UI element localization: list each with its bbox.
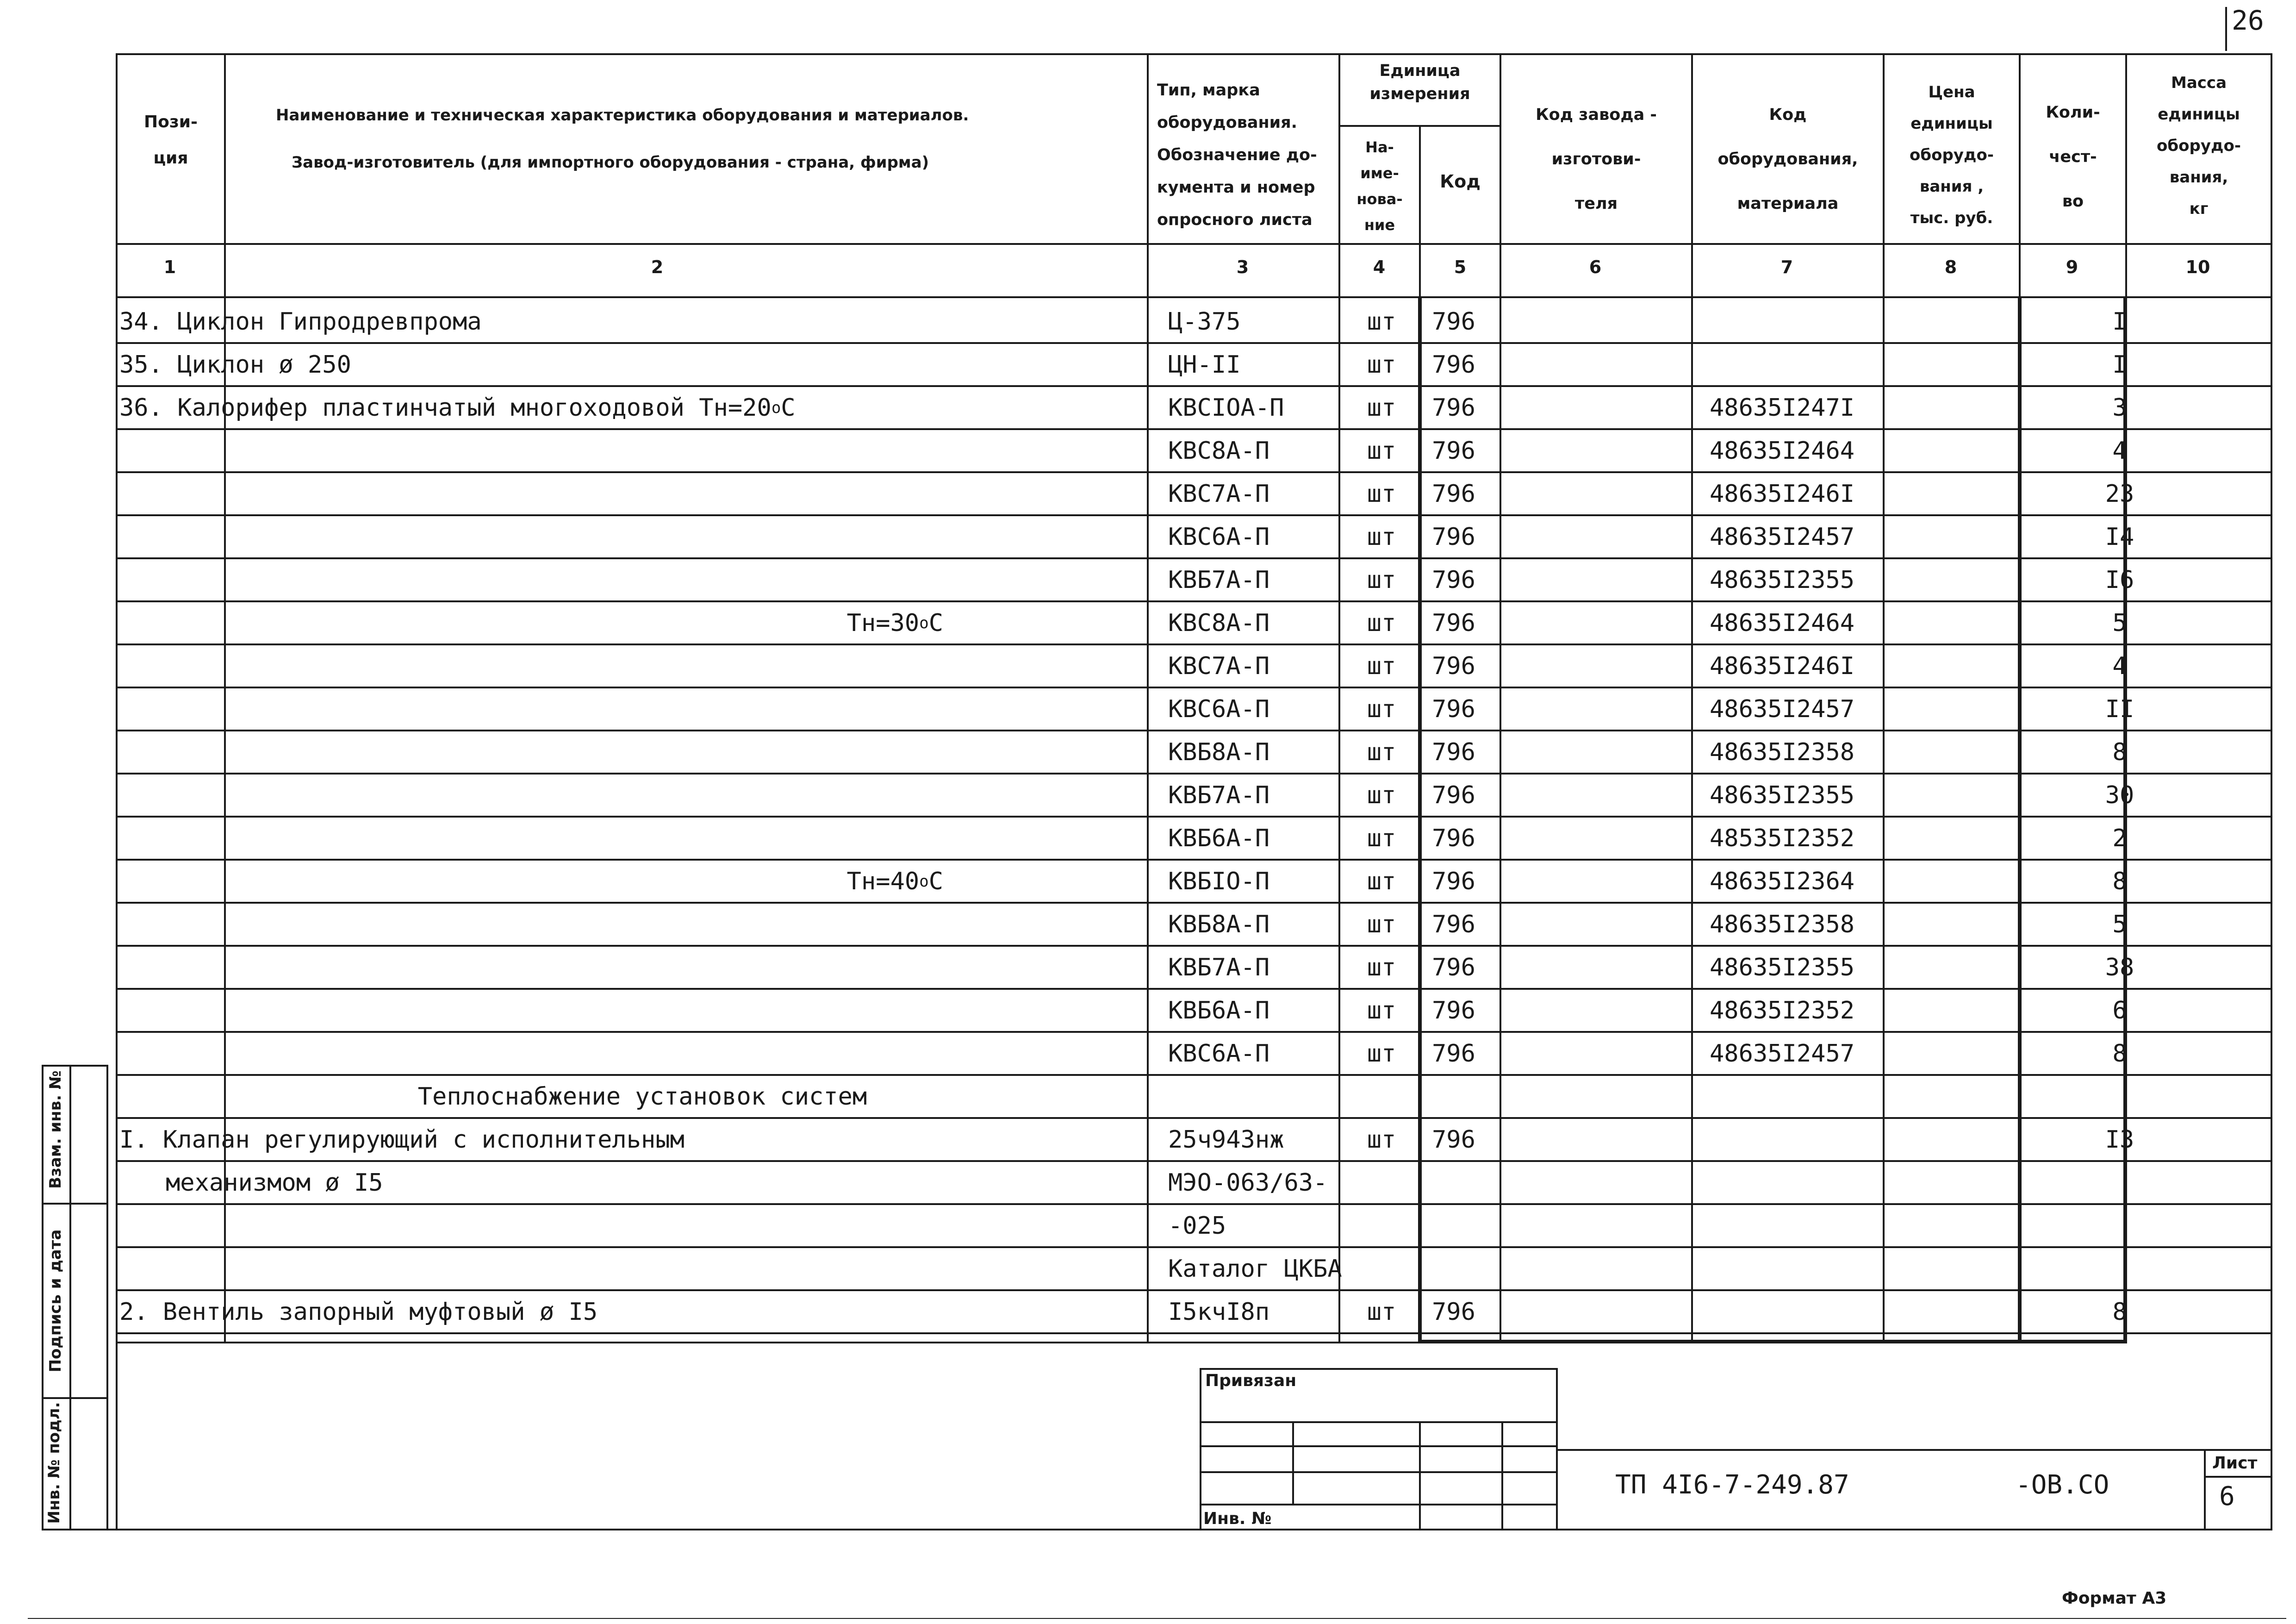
row-quantity: 38 bbox=[2105, 953, 2134, 981]
row-unit-code: 796 bbox=[1432, 1298, 1475, 1326]
stamp-inv-podl: Инв. № подл. bbox=[45, 1402, 63, 1524]
row-type: КВС6А-П bbox=[1168, 695, 1270, 723]
row-quantity: 8 bbox=[2112, 1039, 2127, 1068]
row-name: Тн=40 o C bbox=[846, 867, 943, 895]
row-type: КВБ6А-П bbox=[1168, 996, 1270, 1024]
table-row bbox=[116, 387, 2272, 430]
row-quantity: 6 bbox=[2112, 996, 2127, 1024]
row-unit: шт bbox=[1367, 996, 1396, 1024]
table-row bbox=[116, 1076, 2272, 1119]
row-unit-code: 796 bbox=[1432, 652, 1475, 680]
row-name bbox=[119, 688, 1147, 730]
privyazan-label: Привязан bbox=[1205, 1371, 1297, 1390]
row-quantity: 8 bbox=[2112, 867, 2127, 895]
row-equipment-code: 48635I246I bbox=[1710, 652, 1855, 680]
row-quantity: 8 bbox=[2112, 738, 2127, 766]
row-quantity bbox=[2069, 1162, 2171, 1203]
row-unit: шт bbox=[1367, 738, 1396, 766]
row-unit: шт bbox=[1367, 695, 1396, 723]
row-equipment-code bbox=[1699, 301, 1899, 342]
table-row bbox=[116, 688, 2272, 731]
document-suffix: -ОВ.СО bbox=[2016, 1470, 2109, 1500]
row-unit: шт bbox=[1367, 1298, 1396, 1326]
row-type: Каталог ЦКБА bbox=[1168, 1255, 1342, 1283]
row-unit-code: 796 bbox=[1432, 609, 1475, 637]
row-name: 34. Циклон Гипродревпрома bbox=[119, 307, 482, 336]
row-unit: шт bbox=[1367, 1125, 1396, 1154]
header-col7: Код оборудования, материала bbox=[1717, 106, 1858, 213]
row-equipment-code: 48635I2352 bbox=[1710, 996, 1855, 1024]
row-type: -025 bbox=[1168, 1212, 1226, 1240]
row-name bbox=[119, 904, 1147, 945]
row-quantity bbox=[2069, 1076, 2171, 1117]
row-equipment-code bbox=[1699, 1291, 1899, 1332]
row-type: КВБ8А-П bbox=[1168, 738, 1270, 766]
row-unit: шт bbox=[1367, 953, 1396, 981]
row-type: КВБ7А-П bbox=[1168, 781, 1270, 809]
row-equipment-code: 48635I247I bbox=[1710, 394, 1855, 422]
row-name bbox=[119, 731, 1147, 773]
row-unit: шт bbox=[1367, 350, 1396, 379]
header-col5: Код bbox=[1440, 171, 1481, 192]
row-quantity bbox=[2069, 1248, 2171, 1289]
inv-no-label: Инв. № bbox=[1203, 1509, 1272, 1528]
row-quantity: 2 bbox=[2112, 824, 2127, 852]
row-type: КВС8А-П bbox=[1168, 609, 1270, 637]
row-type: КВБ8А-П bbox=[1168, 910, 1270, 938]
row-quantity: I6 bbox=[2105, 566, 2134, 594]
stamp-podpis-data: Подпись и дата bbox=[46, 1229, 65, 1373]
row-name bbox=[119, 1248, 1147, 1289]
row-unit-code: 796 bbox=[1432, 480, 1475, 508]
row-unit bbox=[1342, 1162, 1421, 1203]
col-number-5: 5 bbox=[1454, 257, 1467, 277]
row-quantity: 8 bbox=[2112, 1298, 2127, 1326]
table-row bbox=[116, 947, 2272, 990]
row-name: Тн=30 o C bbox=[846, 609, 943, 637]
row-unit-code: 796 bbox=[1432, 1125, 1475, 1154]
col-number-3: 3 bbox=[1236, 257, 1249, 277]
row-type: МЭО-063/63- bbox=[1168, 1168, 1328, 1197]
header-col9: Коли- чест- во bbox=[2046, 103, 2100, 211]
row-equipment-code bbox=[1699, 1248, 1899, 1289]
table-row bbox=[116, 301, 2272, 344]
header-col2-line2: Завод-изготовитель (для импортного оборудования - страна, фирма) bbox=[292, 153, 929, 172]
col-number-8: 8 bbox=[1944, 257, 1957, 277]
row-unit-code: 796 bbox=[1432, 437, 1475, 465]
row-quantity: 4 bbox=[2112, 437, 2127, 465]
row-equipment-code: 48635I2364 bbox=[1710, 867, 1855, 895]
row-unit: шт bbox=[1367, 781, 1396, 809]
row-equipment-code: 48635I2457 bbox=[1710, 695, 1855, 723]
row-equipment-code bbox=[1699, 1205, 1899, 1246]
row-name bbox=[119, 430, 1147, 471]
row-unit-code: 796 bbox=[1432, 350, 1475, 379]
row-unit: шт bbox=[1367, 307, 1396, 336]
col-number-1: 1 bbox=[163, 257, 176, 277]
header-col1: Пози- ция bbox=[144, 112, 198, 168]
row-unit: шт bbox=[1367, 609, 1396, 637]
row-unit-code: 796 bbox=[1432, 523, 1475, 551]
col-number-10: 10 bbox=[2185, 257, 2210, 277]
row-name bbox=[119, 775, 1147, 816]
row-type: Ц-375 bbox=[1168, 307, 1241, 336]
header-col3: Тип, марка оборудования. Обозначение до- кумента и номер опросного листа bbox=[1157, 81, 1317, 229]
table-row bbox=[116, 731, 2272, 775]
row-unit-code: 796 bbox=[1432, 953, 1475, 981]
col-number-2: 2 bbox=[651, 257, 664, 277]
row-name bbox=[119, 990, 1147, 1031]
row-quantity: I bbox=[2112, 350, 2127, 379]
row-unit-code bbox=[1421, 1162, 1520, 1203]
row-name: 36. Калорифер пластинчатый многоходовой Тн=20 o C bbox=[119, 394, 796, 422]
table-row bbox=[116, 861, 2272, 904]
row-equipment-code bbox=[1699, 344, 1899, 385]
row-equipment-code: 48635I2457 bbox=[1710, 1039, 1855, 1068]
row-unit: шт bbox=[1367, 652, 1396, 680]
header-col8: Цена единицы оборудо- вания , тыс. руб. bbox=[1910, 83, 1994, 227]
row-name: I. Клапан регулирующий с исполнительным bbox=[119, 1125, 684, 1154]
row-equipment-code bbox=[1699, 1076, 1899, 1117]
header-unit-group: Единица измерения bbox=[1369, 62, 1470, 103]
corner-sheet-number: 26 bbox=[2232, 5, 2264, 36]
row-unit: шт bbox=[1367, 910, 1396, 938]
stamp-vzam-inv: Взам. инв. № bbox=[46, 1070, 65, 1189]
row-quantity: I bbox=[2112, 307, 2127, 336]
row-quantity: 5 bbox=[2112, 910, 2127, 938]
spec-rows bbox=[116, 301, 2272, 1334]
row-quantity: 5 bbox=[2112, 609, 2127, 637]
row-unit-code: 796 bbox=[1432, 394, 1475, 422]
col-number-4: 4 bbox=[1373, 257, 1386, 277]
row-unit-code: 796 bbox=[1432, 867, 1475, 895]
row-type: КВБIО-П bbox=[1168, 867, 1270, 895]
col-number-7: 7 bbox=[1780, 257, 1793, 277]
table-row bbox=[116, 473, 2272, 516]
row-unit: шт bbox=[1367, 1039, 1396, 1068]
row-equipment-code: 48635I2464 bbox=[1710, 437, 1855, 465]
row-unit-code: 796 bbox=[1432, 781, 1475, 809]
row-type: КВБ6А-П bbox=[1168, 824, 1270, 852]
table-row bbox=[116, 1205, 2272, 1248]
row-quantity: 30 bbox=[2105, 781, 2134, 809]
row-type: КВС8А-П bbox=[1168, 437, 1270, 465]
row-equipment-code: 48635I2355 bbox=[1710, 781, 1855, 809]
row-name bbox=[119, 1205, 1147, 1246]
row-equipment-code: 48635I2358 bbox=[1710, 910, 1855, 938]
table-row bbox=[116, 1291, 2272, 1334]
table-row bbox=[116, 516, 2272, 559]
row-equipment-code: 48635I2358 bbox=[1710, 738, 1855, 766]
row-unit: шт bbox=[1367, 867, 1396, 895]
row-unit: шт bbox=[1367, 523, 1396, 551]
row-name: 2. Вентиль запорный муфтовый ø I5 bbox=[119, 1298, 598, 1326]
document-code: ТП 4I6-7-249.87 bbox=[1615, 1470, 1849, 1500]
row-unit: шт bbox=[1367, 437, 1396, 465]
row-equipment-code: 48635I2457 bbox=[1710, 523, 1855, 551]
row-type: КВБ7А-П bbox=[1168, 566, 1270, 594]
row-type: КВБ7А-П bbox=[1168, 953, 1270, 981]
row-type: КВС7А-П bbox=[1168, 652, 1270, 680]
row-unit: шт bbox=[1367, 566, 1396, 594]
row-name bbox=[119, 645, 1147, 687]
row-unit bbox=[1342, 1076, 1421, 1117]
table-row bbox=[116, 775, 2272, 818]
table-row bbox=[116, 430, 2272, 473]
table-row bbox=[116, 1119, 2272, 1162]
row-equipment-code: 48635I2355 bbox=[1710, 953, 1855, 981]
row-unit-code: 796 bbox=[1432, 566, 1475, 594]
row-quantity: 23 bbox=[2105, 480, 2134, 508]
row-unit-code: 796 bbox=[1432, 824, 1475, 852]
row-quantity: 4 bbox=[2112, 652, 2127, 680]
table-row bbox=[116, 818, 2272, 861]
row-name bbox=[119, 516, 1147, 557]
table-row bbox=[116, 990, 2272, 1033]
row-unit: шт bbox=[1367, 394, 1396, 422]
row-unit: шт bbox=[1367, 824, 1396, 852]
row-unit-code: 796 bbox=[1432, 738, 1475, 766]
row-equipment-code: 48635I2464 bbox=[1710, 609, 1855, 637]
row-type: 25ч94Знж bbox=[1168, 1125, 1284, 1154]
table-row bbox=[116, 602, 2272, 645]
sheet-number: 6 bbox=[2219, 1481, 2235, 1512]
row-type: I5кчI8п bbox=[1168, 1298, 1270, 1326]
row-equipment-code bbox=[1699, 1162, 1899, 1203]
row-name: 35. Циклон ø 250 bbox=[119, 350, 351, 379]
row-unit-code: 796 bbox=[1432, 1039, 1475, 1068]
row-quantity: II bbox=[2105, 695, 2134, 723]
row-quantity: I4 bbox=[2105, 523, 2134, 551]
row-equipment-code: 48635I2355 bbox=[1710, 566, 1855, 594]
row-name bbox=[119, 559, 1147, 600]
row-unit: шт bbox=[1367, 480, 1396, 508]
row-type: КВС7А-П bbox=[1168, 480, 1270, 508]
table-row bbox=[116, 344, 2272, 387]
row-name bbox=[119, 473, 1147, 514]
row-type: ЦН-II bbox=[1168, 350, 1241, 379]
row-equipment-code: 48635I246I bbox=[1710, 480, 1855, 508]
table-row bbox=[116, 1248, 2272, 1291]
table-row bbox=[116, 1033, 2272, 1076]
row-name: механизмом ø I5 bbox=[166, 1168, 383, 1197]
row-quantity bbox=[2069, 1205, 2171, 1246]
row-unit-code: 796 bbox=[1432, 996, 1475, 1024]
header-col10: Масса единицы оборудо- вания, кг bbox=[2157, 74, 2241, 218]
row-type: КВС6А-П bbox=[1168, 1039, 1270, 1068]
row-equipment-code: 48535I2352 bbox=[1710, 824, 1855, 852]
col-number-6: 6 bbox=[1589, 257, 1602, 277]
row-equipment-code bbox=[1699, 1119, 1899, 1160]
row-name: Теплоснабжение установок систем bbox=[417, 1082, 867, 1111]
row-unit-code: 796 bbox=[1432, 910, 1475, 938]
row-name bbox=[119, 947, 1147, 988]
row-type: КВСIОА-П bbox=[1168, 394, 1284, 422]
row-unit bbox=[1342, 1205, 1421, 1246]
row-type: КВС6А-П bbox=[1168, 523, 1270, 551]
table-row bbox=[116, 904, 2272, 947]
row-quantity: 3 bbox=[2112, 394, 2127, 422]
row-unit-code bbox=[1421, 1248, 1520, 1289]
table-row bbox=[116, 1162, 2272, 1205]
format-label: Формат А3 bbox=[2062, 1589, 2167, 1608]
col-number-9: 9 bbox=[2066, 257, 2078, 277]
row-unit-code bbox=[1421, 1076, 1520, 1117]
table-row bbox=[116, 559, 2272, 602]
row-unit-code: 796 bbox=[1432, 307, 1475, 336]
row-type bbox=[1157, 1076, 1353, 1117]
header-col6: Код завода - изготови- теля bbox=[1536, 106, 1657, 213]
row-unit-code: 796 bbox=[1432, 695, 1475, 723]
row-name bbox=[119, 818, 1147, 859]
header-col2-line1: Наименование и техническая характеристика оборудования и материалов. bbox=[276, 106, 969, 125]
table-row bbox=[116, 645, 2272, 688]
header-col4: На- име- нова- ние bbox=[1356, 138, 1403, 234]
row-quantity: I3 bbox=[2105, 1125, 2134, 1154]
row-name bbox=[119, 1033, 1147, 1074]
sheet-label: Лист bbox=[2212, 1454, 2258, 1473]
row-unit bbox=[1342, 1248, 1421, 1289]
row-unit-code bbox=[1421, 1205, 1520, 1246]
